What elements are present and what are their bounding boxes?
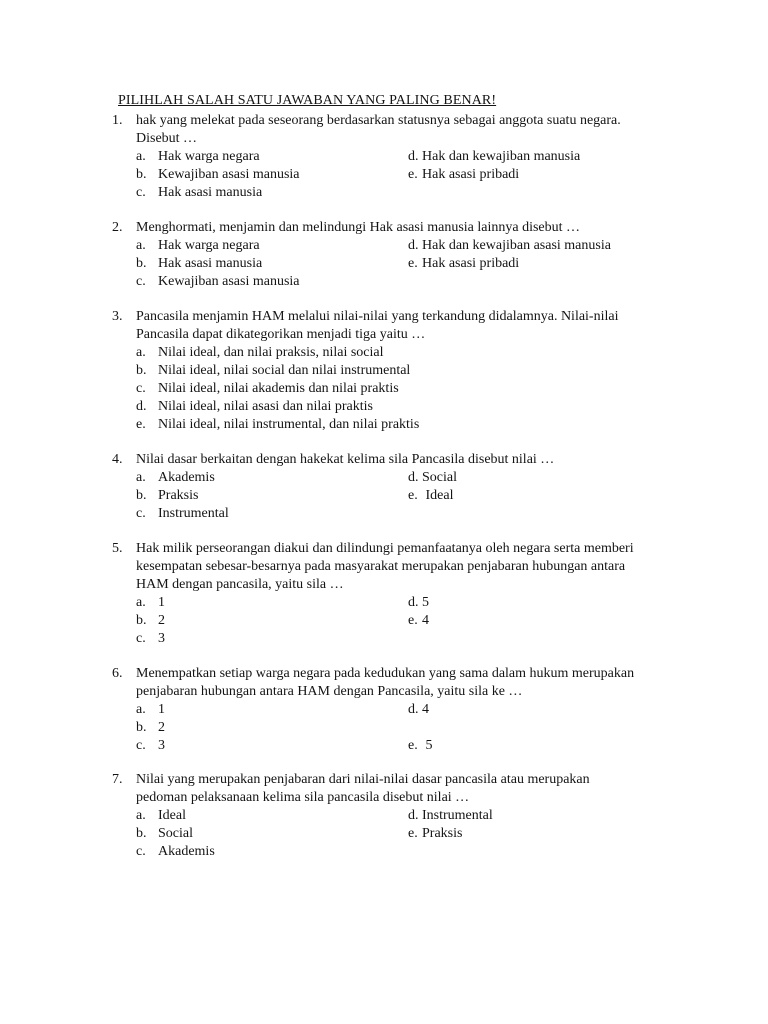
question-text: Disebut …: [136, 131, 198, 146]
option-e: e. Hak asasi pribadi: [408, 167, 520, 182]
question-text: kesempatan sebesar-besarnya pada masyarakat merupakan penjabaran hubungan antara: [136, 559, 626, 574]
option-c: c. Kewajiban asasi manusia: [136, 274, 300, 289]
option-a: a. 1: [136, 595, 165, 610]
option-d: d. 4: [408, 702, 429, 717]
option-b: b. 2: [136, 613, 165, 628]
instruction-heading: PILIHLAH SALAH SATU JAWABAN YANG PALING BENAR!: [118, 93, 497, 108]
option-e: e. 4: [408, 613, 429, 628]
option-b: b. Social: [136, 826, 193, 841]
option-e: e. Ideal: [408, 488, 454, 503]
option-e: e. Hak asasi pribadi: [408, 256, 520, 271]
option-a: a. Hak warga negara: [136, 238, 260, 253]
question-number: 3.: [112, 309, 123, 324]
question-number: 2.: [112, 220, 123, 235]
option-e: e. 5: [408, 738, 433, 753]
question-number: 5.: [112, 541, 123, 556]
question-text: Menempatkan setiap warga negara pada kedudukan yang sama dalam hukum merupakan: [136, 666, 635, 681]
option-a: a. Hak warga negara: [136, 149, 260, 164]
option-c: c. Hak asasi manusia: [136, 185, 263, 200]
question-text: pedoman pelaksanaan kelima sila pancasila disebut nilai …: [136, 790, 470, 805]
option-c: c. Akademis: [136, 844, 215, 859]
option-b: b. 2: [136, 720, 165, 735]
question-text: penjabaran hubungan antara HAM dengan Pancasila, yaitu sila ke …: [136, 684, 523, 699]
question-text: Pancasila menjamin HAM melalui nilai-nilai yang terkandung didalamnya. Nilai-nilai: [136, 309, 619, 324]
question-number: 4.: [112, 452, 123, 467]
question-text: Nilai yang merupakan penjabaran dari nilai-nilai dasar pancasila atau merupakan: [136, 772, 590, 787]
option-a: a. Nilai ideal, dan nilai praksis, nilai social: [136, 345, 384, 360]
option-c: c. 3: [136, 631, 165, 646]
question-text: Hak milik perseorangan diakui dan dilindungi pemanfaatanya oleh negara serta memberi: [136, 541, 634, 556]
option-d: d. Social: [408, 470, 457, 485]
option-e: e. Praksis: [408, 826, 463, 841]
option-c: c. 3: [136, 738, 165, 753]
option-d: d. 5: [408, 595, 429, 610]
option-a: a. Akademis: [136, 470, 215, 485]
option-d: d. Instrumental: [408, 808, 493, 823]
option-b: b. Praksis: [136, 488, 199, 503]
option-d: d. Nilai ideal, nilai asasi dan nilai praktis: [136, 399, 373, 414]
question-number: 6.: [112, 666, 123, 681]
question-text: Menghormati, menjamin dan melindungi Hak asasi manusia lainnya disebut …: [136, 220, 581, 235]
option-c: c. Nilai ideal, nilai akademis dan nilai praktis: [136, 381, 399, 396]
option-c: c. Instrumental: [136, 506, 229, 521]
question-number: 7.: [112, 772, 123, 787]
option-d: d. Hak dan kewajiban asasi manusia: [408, 238, 611, 253]
question-number: 1.: [112, 113, 123, 128]
option-a: a. Ideal: [136, 808, 186, 823]
option-a: a. 1: [136, 702, 165, 717]
option-b: b. Nilai ideal, nilai social dan nilai instrumental: [136, 363, 411, 378]
option-e: e. Nilai ideal, nilai instrumental, dan nilai praktis: [136, 417, 420, 432]
question-text: Pancasila dapat dikategorikan menjadi tiga yaitu …: [136, 327, 426, 342]
question-text: hak yang melekat pada seseorang berdasarkan statusnya sebagai anggota suatu negara.: [136, 113, 621, 128]
option-d: d. Hak dan kewajiban manusia: [408, 149, 581, 164]
question-text: HAM dengan pancasila, yaitu sila …: [136, 577, 344, 592]
option-b: b. Hak asasi manusia: [136, 256, 263, 271]
option-b: b. Kewajiban asasi manusia: [136, 167, 300, 182]
question-text: Nilai dasar berkaitan dengan hakekat kelima sila Pancasila disebut nilai …: [136, 452, 555, 467]
